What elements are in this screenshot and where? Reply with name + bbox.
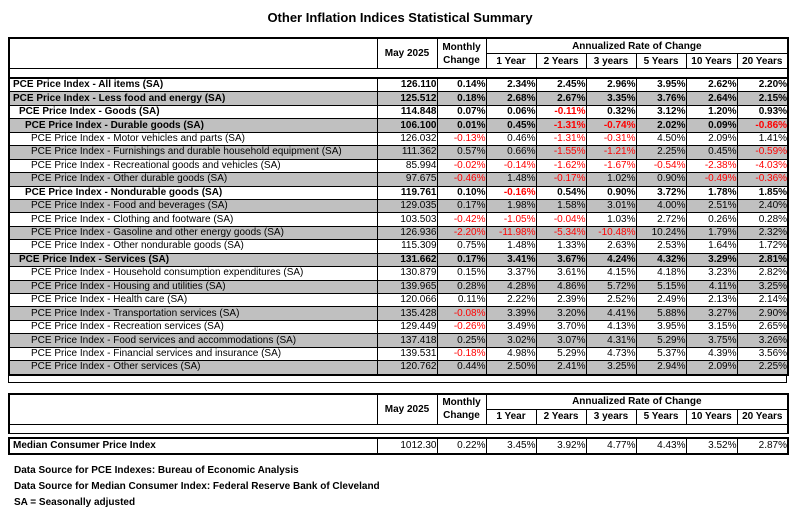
pct-value-cell: -0.14%: [486, 159, 536, 172]
pct-value-cell: 2.09%: [686, 361, 737, 375]
pct-value-cell: 2.94%: [636, 361, 686, 375]
row-label: PCE Price Index - Recreational goods and vehicles (SA): [9, 159, 377, 172]
pct-value-cell: 0.66%: [486, 146, 536, 159]
pct-value-cell: 2.22%: [486, 294, 536, 307]
table-tail-spacer: [8, 376, 787, 383]
pct-value-cell: 3.45%: [486, 438, 536, 454]
median-header-table: [8, 393, 789, 434]
index-value-cell: 126.936: [377, 226, 437, 239]
footnotes: [14, 463, 800, 511]
index-value-cell: 115.309: [377, 240, 437, 253]
pct-value-cell: 1.48%: [486, 240, 536, 253]
year-col-header-5: 5 Years: [636, 409, 686, 424]
row-label: PCE Price Index - Durable goods (SA): [9, 119, 377, 132]
table-row: [9, 347, 788, 360]
row-label: PCE Price Index - Furnishings and durable household equipment (SA): [9, 146, 377, 159]
pct-value-cell: -10.48%: [586, 226, 636, 239]
footnote-median-source: Data Source for Median Consumer Index: Federal Reserve Bank of Cleveland: [14, 480, 380, 492]
pct-value-cell: 2.64%: [686, 92, 737, 105]
pct-value-cell: 5.37%: [636, 347, 686, 360]
row-label: Median Consumer Price Index: [9, 438, 377, 454]
pct-value-cell: -4.03%: [737, 159, 788, 172]
pct-value-cell: 2.51%: [686, 199, 737, 212]
pct-value-cell: 4.77%: [586, 438, 636, 454]
pct-value-cell: -5.34%: [536, 226, 586, 239]
pct-value-cell: 4.86%: [536, 280, 586, 293]
pct-value-cell: -0.42%: [437, 213, 486, 226]
pct-value-cell: -0.11%: [536, 105, 586, 118]
pct-value-cell: 4.39%: [686, 347, 737, 360]
monthly-change-header: [437, 394, 486, 425]
pct-value-cell: 3.41%: [486, 253, 536, 266]
row-label: PCE Price Index - Nondurable goods (SA): [9, 186, 377, 199]
pct-value-cell: 2.02%: [636, 119, 686, 132]
pct-value-cell: 0.17%: [437, 199, 486, 212]
pct-value-cell: 2.65%: [737, 320, 788, 333]
index-value-cell: 111.362: [377, 146, 437, 159]
index-value-cell: 106.100: [377, 119, 437, 132]
table-row: [9, 280, 788, 293]
pct-value-cell: 2.40%: [737, 199, 788, 212]
year-col-header-20: 20 Years: [737, 409, 788, 424]
pct-value-cell: 3.70%: [536, 320, 586, 333]
row-label: PCE Price Index - Gasoline and other energy goods (SA): [9, 226, 377, 239]
pct-value-cell: 0.07%: [437, 105, 486, 118]
year-col-header-10: 10 Years: [686, 54, 737, 69]
table-row: [9, 146, 788, 159]
pct-value-cell: 4.50%: [636, 132, 686, 145]
pct-value-cell: 0.90%: [636, 173, 686, 186]
pct-value-cell: -2.38%: [686, 159, 737, 172]
row-label: PCE Price Index - Services (SA): [9, 253, 377, 266]
header-spacer-row: [9, 424, 788, 433]
pct-value-cell: 10.24%: [636, 226, 686, 239]
may-2025-header: May 2025: [377, 38, 437, 69]
pct-value-cell: 3.25%: [586, 361, 636, 375]
pct-value-cell: 0.75%: [437, 240, 486, 253]
pct-value-cell: 0.11%: [437, 294, 486, 307]
index-value-cell: 139.965: [377, 280, 437, 293]
pct-value-cell: 3.61%: [536, 267, 586, 280]
row-label: PCE Price Index - Other durable goods (SA): [9, 173, 377, 186]
pct-value-cell: 1.85%: [737, 186, 788, 199]
pct-value-cell: 0.28%: [437, 280, 486, 293]
pct-value-cell: -0.02%: [437, 159, 486, 172]
year-col-header-2: 2 Years: [536, 54, 586, 69]
pct-value-cell: 1.03%: [586, 213, 636, 226]
pct-value-cell: 3.25%: [737, 280, 788, 293]
year-col-header-1: 1 Year: [486, 54, 536, 69]
pct-value-cell: 2.32%: [737, 226, 788, 239]
table-row: [9, 361, 788, 375]
pct-value-cell: -0.59%: [737, 146, 788, 159]
pct-value-cell: 2.90%: [737, 307, 788, 320]
index-value-cell: 131.662: [377, 253, 437, 266]
index-value-cell: 139.531: [377, 347, 437, 360]
table-row: [9, 294, 788, 307]
pct-value-cell: 2.14%: [737, 294, 788, 307]
pct-value-cell: 2.52%: [586, 294, 636, 307]
pct-value-cell: -1.05%: [486, 213, 536, 226]
index-value-cell: 120.066: [377, 294, 437, 307]
pct-value-cell: -0.17%: [536, 173, 586, 186]
table-row: [9, 132, 788, 145]
table-row: [9, 159, 788, 172]
pct-value-cell: 3.26%: [737, 334, 788, 347]
pct-value-cell: 0.46%: [486, 132, 536, 145]
pct-value-cell: 0.26%: [686, 213, 737, 226]
pct-value-cell: -1.62%: [536, 159, 586, 172]
pct-value-cell: 2.62%: [686, 78, 737, 92]
table-row: [9, 78, 788, 92]
row-label: PCE Price Index - Clothing and footware (SA): [9, 213, 377, 226]
row-label: PCE Price Index - Financial services and insurance (SA): [9, 347, 377, 360]
pct-value-cell: -0.18%: [437, 347, 486, 360]
pct-value-cell: 2.34%: [486, 78, 536, 92]
pct-value-cell: -0.08%: [437, 307, 486, 320]
pct-value-cell: 5.29%: [636, 334, 686, 347]
pct-value-cell: -0.86%: [737, 119, 788, 132]
pct-value-cell: 2.25%: [636, 146, 686, 159]
pct-value-cell: 2.09%: [686, 132, 737, 145]
pct-value-cell: 0.57%: [437, 146, 486, 159]
pct-value-cell: -11.98%: [486, 226, 536, 239]
pct-value-cell: 2.68%: [486, 92, 536, 105]
index-value-cell: 85.994: [377, 159, 437, 172]
pct-value-cell: 4.43%: [636, 438, 686, 454]
pct-value-cell: 4.24%: [586, 253, 636, 266]
pct-value-cell: 1.58%: [536, 199, 586, 212]
pct-value-cell: 5.88%: [636, 307, 686, 320]
pct-value-cell: 3.20%: [536, 307, 586, 320]
pct-value-cell: 3.07%: [536, 334, 586, 347]
pct-value-cell: 1.72%: [737, 240, 788, 253]
pce-summary-table: [8, 37, 789, 376]
pct-value-cell: 3.72%: [636, 186, 686, 199]
index-value-cell: 103.503: [377, 213, 437, 226]
table-row: [9, 320, 788, 333]
row-label: PCE Price Index - Motor vehicles and parts (SA): [9, 132, 377, 145]
pct-value-cell: 1.64%: [686, 240, 737, 253]
pct-value-cell: 3.52%: [686, 438, 737, 454]
pct-value-cell: 3.01%: [586, 199, 636, 212]
pct-value-cell: 3.92%: [536, 438, 586, 454]
pct-value-cell: 0.25%: [437, 334, 486, 347]
pct-value-cell: -0.26%: [437, 320, 486, 333]
pct-value-cell: 0.22%: [437, 438, 486, 454]
pct-value-cell: 3.95%: [636, 78, 686, 92]
pct-value-cell: 0.90%: [586, 186, 636, 199]
pct-value-cell: 0.10%: [437, 186, 486, 199]
pct-value-cell: -0.54%: [636, 159, 686, 172]
pct-value-cell: -1.21%: [586, 146, 636, 159]
pct-value-cell: 4.11%: [686, 280, 737, 293]
pct-value-cell: 2.49%: [636, 294, 686, 307]
pct-value-cell: 4.41%: [586, 307, 636, 320]
footnote-pce-source: Data Source for PCE Indexes: Bureau of Economic Analysis: [14, 464, 299, 476]
table-row: [9, 119, 788, 132]
footnote-sa-definition: SA = Seasonally adjusted: [14, 496, 136, 508]
pct-value-cell: 0.09%: [686, 119, 737, 132]
index-value-cell: 97.675: [377, 173, 437, 186]
index-value-cell: 129.035: [377, 199, 437, 212]
table-row: [9, 186, 788, 199]
pct-value-cell: 1.79%: [686, 226, 737, 239]
pct-value-cell: 2.67%: [536, 92, 586, 105]
table-row: [9, 240, 788, 253]
monthly-change-line1: Monthly: [442, 41, 481, 53]
table-row: [9, 199, 788, 212]
pct-value-cell: 3.15%: [686, 320, 737, 333]
table-row: [9, 267, 788, 280]
table-row: [9, 334, 788, 347]
monthly-change-line2: Change: [443, 54, 480, 66]
pct-value-cell: 1.20%: [686, 105, 737, 118]
pct-value-cell: 3.75%: [686, 334, 737, 347]
row-label: PCE Price Index - Transportation services (SA): [9, 307, 377, 320]
pct-value-cell: 2.13%: [686, 294, 737, 307]
label-column-header: [9, 38, 377, 69]
pct-value-cell: 1.78%: [686, 186, 737, 199]
pct-value-cell: 2.63%: [586, 240, 636, 253]
index-value-cell: 1012.30: [377, 438, 437, 454]
annualized-rate-header: Annualized Rate of Change: [486, 394, 788, 410]
label-column-header: [9, 394, 377, 425]
pct-value-cell: -0.16%: [486, 186, 536, 199]
annualized-rate-header: Annualized Rate of Change: [486, 38, 788, 54]
median-cpi-table: [8, 437, 789, 455]
index-value-cell: 129.449: [377, 320, 437, 333]
pct-value-cell: 0.32%: [586, 105, 636, 118]
pce-table-body: [9, 78, 788, 375]
year-col-header-20: 20 Years: [737, 54, 788, 69]
pct-value-cell: 3.35%: [586, 92, 636, 105]
pct-value-cell: 4.28%: [486, 280, 536, 293]
pct-value-cell: 3.29%: [686, 253, 737, 266]
pct-value-cell: 4.18%: [636, 267, 686, 280]
pct-value-cell: 2.45%: [536, 78, 586, 92]
pct-value-cell: 1.98%: [486, 199, 536, 212]
monthly-change-line2: Change: [443, 410, 480, 422]
year-col-header-1: 1 Year: [486, 409, 536, 424]
pct-value-cell: 1.02%: [586, 173, 636, 186]
pct-value-cell: 0.93%: [737, 105, 788, 118]
index-value-cell: 120.762: [377, 361, 437, 375]
row-label: PCE Price Index - Household consumption expenditures (SA): [9, 267, 377, 280]
pct-value-cell: 2.25%: [737, 361, 788, 375]
row-label: PCE Price Index - Less food and energy (SA): [9, 92, 377, 105]
pct-value-cell: 4.15%: [586, 267, 636, 280]
pct-value-cell: 0.14%: [437, 78, 486, 92]
pct-value-cell: 4.31%: [586, 334, 636, 347]
pct-value-cell: 2.82%: [737, 267, 788, 280]
pct-value-cell: 4.32%: [636, 253, 686, 266]
table-row: [9, 253, 788, 266]
row-label: PCE Price Index - Health care (SA): [9, 294, 377, 307]
year-col-header-3: 3 years: [586, 54, 636, 69]
pct-value-cell: 2.87%: [737, 438, 788, 454]
monthly-change-line1: Monthly: [442, 397, 481, 409]
pct-value-cell: 1.41%: [737, 132, 788, 145]
pct-value-cell: 2.15%: [737, 92, 788, 105]
year-col-header-3: 3 years: [586, 409, 636, 424]
year-col-header-10: 10 Years: [686, 409, 737, 424]
pct-value-cell: -0.74%: [586, 119, 636, 132]
pct-value-cell: 5.72%: [586, 280, 636, 293]
index-value-cell: 126.032: [377, 132, 437, 145]
pct-value-cell: 0.54%: [536, 186, 586, 199]
pct-value-cell: 3.95%: [636, 320, 686, 333]
year-col-header-2: 2 Years: [536, 409, 586, 424]
may-2025-header: May 2025: [377, 394, 437, 425]
pct-value-cell: 2.53%: [636, 240, 686, 253]
row-label: PCE Price Index - Recreation services (SA): [9, 320, 377, 333]
pct-value-cell: 3.23%: [686, 267, 737, 280]
pct-value-cell: 3.76%: [636, 92, 686, 105]
pct-value-cell: 5.29%: [536, 347, 586, 360]
year-col-header-5: 5 Years: [636, 54, 686, 69]
header-spacer-row: [9, 69, 788, 79]
pct-value-cell: 0.44%: [437, 361, 486, 375]
table-row: [9, 105, 788, 118]
pct-value-cell: 2.50%: [486, 361, 536, 375]
pct-value-cell: -0.49%: [686, 173, 737, 186]
table-row: [9, 307, 788, 320]
pct-value-cell: 5.15%: [636, 280, 686, 293]
index-value-cell: 119.761: [377, 186, 437, 199]
pct-value-cell: 0.28%: [737, 213, 788, 226]
pct-value-cell: 1.33%: [536, 240, 586, 253]
pct-value-cell: 3.39%: [486, 307, 536, 320]
pct-value-cell: 2.39%: [536, 294, 586, 307]
pct-value-cell: 2.81%: [737, 253, 788, 266]
page-title: Other Inflation Indices Statistical Summary: [267, 10, 533, 25]
pct-value-cell: 2.20%: [737, 78, 788, 92]
pct-value-cell: 2.72%: [636, 213, 686, 226]
pct-value-cell: 4.00%: [636, 199, 686, 212]
table-row: [9, 226, 788, 239]
pct-value-cell: -2.20%: [437, 226, 486, 239]
pct-value-cell: 4.13%: [586, 320, 636, 333]
row-label: PCE Price Index - Food and beverages (SA): [9, 199, 377, 212]
table-row: [9, 173, 788, 186]
pct-value-cell: 3.67%: [536, 253, 586, 266]
pct-value-cell: 1.48%: [486, 173, 536, 186]
pct-value-cell: 0.01%: [437, 119, 486, 132]
pct-value-cell: -0.04%: [536, 213, 586, 226]
index-value-cell: 125.512: [377, 92, 437, 105]
pct-value-cell: -1.31%: [536, 119, 586, 132]
monthly-change-header: [437, 38, 486, 69]
index-value-cell: 130.879: [377, 267, 437, 280]
pct-value-cell: 0.06%: [486, 105, 536, 118]
pct-value-cell: 4.73%: [586, 347, 636, 360]
pct-value-cell: -1.55%: [536, 146, 586, 159]
table-row: [9, 92, 788, 105]
pct-value-cell: -1.67%: [586, 159, 636, 172]
pct-value-cell: 3.12%: [636, 105, 686, 118]
pct-value-cell: 2.96%: [586, 78, 636, 92]
pct-value-cell: 3.02%: [486, 334, 536, 347]
pct-value-cell: -0.36%: [737, 173, 788, 186]
pct-value-cell: -0.46%: [437, 173, 486, 186]
index-value-cell: 114.848: [377, 105, 437, 118]
median-table-body: [9, 438, 788, 454]
index-value-cell: 126.110: [377, 78, 437, 92]
pct-value-cell: 3.27%: [686, 307, 737, 320]
pct-value-cell: 2.41%: [536, 361, 586, 375]
pct-value-cell: 3.56%: [737, 347, 788, 360]
row-label: PCE Price Index - Goods (SA): [9, 105, 377, 118]
row-label: PCE Price Index - Other services (SA): [9, 361, 377, 375]
row-label: PCE Price Index - Other nondurable goods (SA): [9, 240, 377, 253]
pct-value-cell: -0.13%: [437, 132, 486, 145]
pct-value-cell: 3.37%: [486, 267, 536, 280]
table-row: [9, 213, 788, 226]
index-value-cell: 135.428: [377, 307, 437, 320]
pct-value-cell: -1.31%: [536, 132, 586, 145]
pct-value-cell: 0.15%: [437, 267, 486, 280]
row-label: PCE Price Index - Housing and utilities (SA): [9, 280, 377, 293]
table-row: [9, 438, 788, 454]
row-label: PCE Price Index - Food services and accommodations (SA): [9, 334, 377, 347]
pct-value-cell: 0.45%: [686, 146, 737, 159]
pct-value-cell: 3.49%: [486, 320, 536, 333]
index-value-cell: 137.418: [377, 334, 437, 347]
pct-value-cell: 0.45%: [486, 119, 536, 132]
pct-value-cell: 0.17%: [437, 253, 486, 266]
row-label: PCE Price Index - All items (SA): [9, 78, 377, 92]
pct-value-cell: -0.31%: [586, 132, 636, 145]
pct-value-cell: 0.18%: [437, 92, 486, 105]
pct-value-cell: 4.98%: [486, 347, 536, 360]
